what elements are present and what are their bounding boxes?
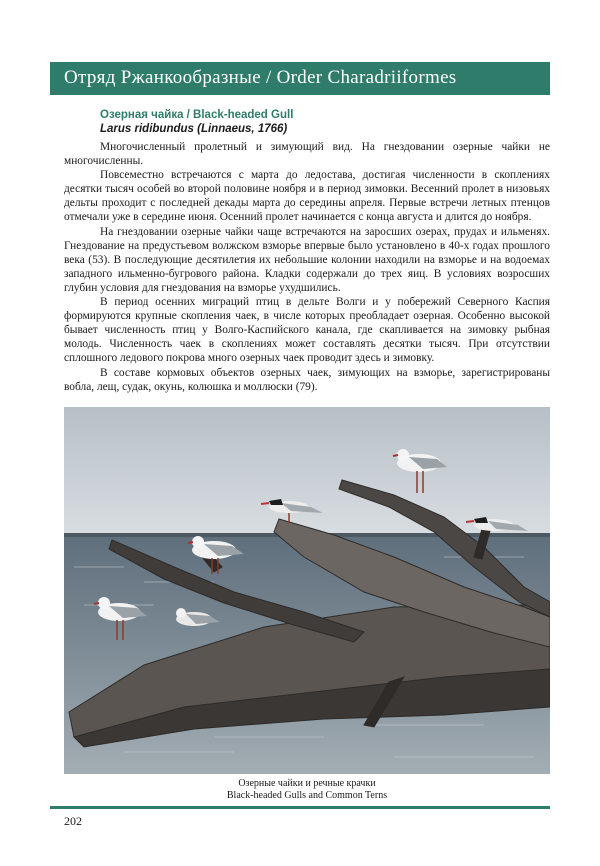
paragraph: В период осенних миграций птиц в дельте Волги и у побережий Северного Каспия формируются крупные скопления чаек, в числе которых преобладает озерная. Особенно высокой бывает численность птиц у Волго-Каспийского канала, где скапливается на зимовку рыбная молодь. Численность чаек в скоплениях может составлять десятки тысяч. При отсутствии сплошного ледового покрова много озерных чаек проводит здесь и зимовку. — [64, 296, 550, 365]
sky — [64, 407, 550, 535]
figure-caption — [64, 778, 550, 802]
paragraph: В составе кормовых объектов озерных чаек, зимующих на взморье, зарегистрированы вобла, лещ, судак, окунь, колюшка и моллюски (79). — [64, 366, 550, 393]
paragraph: Многочисленный пролетный и зимующий вид. На гнездовании озерные чайки не многочисленны. — [64, 141, 550, 168]
photo-gulls-on-driftwood — [64, 407, 550, 774]
page-number: 202 — [64, 814, 82, 828]
paragraph: Повсеместно встречаются с марта до ледостава, достигая численности в скоплениях десятки тысяч особей во второй половине ноября и в период зимовки. Весенний пролет в низовьях дельты проходит с последней декады марта до середины апреля. Первые встречи летных птенцов отмечали уже в середине июня. Осенний пролет начинается с конца августа и длится до ноября. — [64, 169, 550, 224]
footer-rule — [50, 806, 550, 809]
order-title: Отряд Ржанкообразные / Order Charadriiformes — [64, 67, 457, 88]
caption-ru: Озерные чайки и речные крачки — [238, 778, 376, 789]
caption-en: Black-headed Gulls and Common Terns — [226, 790, 388, 801]
article-body — [64, 140, 550, 394]
species-name: Озерная чайка / Black-headed Gull — [100, 109, 294, 121]
paragraph: На гнездовании озерные чайки чаще встречаются на заросших озерах, прудах и ильменях. Гнездование на предустьевом волжском взморье впервые было установлено в 40-х годах прошлого века (53). В последующие десятилетия их небольшие колонии находили на взморье и на водоемах западного ильменно-бугрового района. Кладки содержали до трех яиц. В условиях возросших глубин условия для гнездования на взморье ухудшились. — [64, 225, 550, 294]
species-latin-name: Larus ridibundus (Linnaeus, 1766) — [100, 123, 288, 135]
